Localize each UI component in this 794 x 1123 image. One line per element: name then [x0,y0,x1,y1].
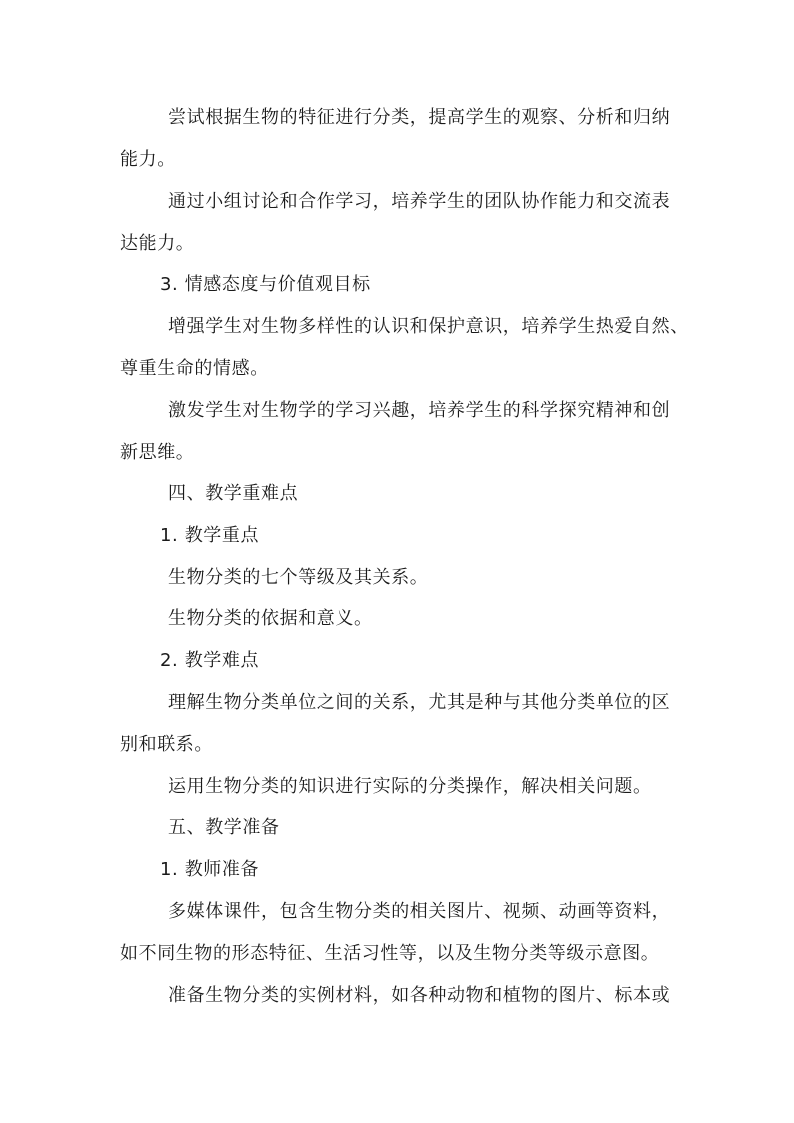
paragraph-1-line-1: 尝试根据生物的特征进行分类，提高学生的观察、分析和归纳 [168,107,671,128]
heading-key-difficulties: 四、教学重难点 [168,483,299,504]
paragraph-4-line-2: 新思维。 [120,442,195,463]
paragraph-8-line-1: 运用生物分类的知识进行实际的分类操作，解决相关问题。 [168,776,652,797]
paragraph-2-line-1: 通过小组讨论和合作学习，培养学生的团队协作能力和交流表 [168,191,671,212]
paragraph-3-line-1: 增强学生对生物多样性的认识和保护意识，培养学生热爱自然、 [168,316,689,337]
paragraph-7-line-1: 理解生物分类单位之间的关系，尤其是种与其他分类单位的区 [168,692,671,713]
paragraph-3-line-2: 尊重生命的情感。 [120,358,269,379]
paragraph-9-line-1: 多媒体课件，包含生物分类的相关图片、视频、动画等资料， [168,901,671,922]
heading-emotional-goals: 3. 情感态度与价值观目标 [160,274,371,295]
paragraph-9-line-2: 如不同生物的形态特征、生活习性等，以及生物分类等级示意图。 [120,943,660,964]
heading-teacher-preparation: 1. 教师准备 [160,859,260,880]
heading-preparation: 五、教学准备 [168,817,280,838]
paragraph-5-line-1: 生物分类的七个等级及其关系。 [168,567,429,588]
paragraph-6-line-1: 生物分类的依据和意义。 [168,608,373,629]
paragraph-7-line-2: 别和联系。 [120,734,213,755]
paragraph-4-line-1: 激发学生对生物学的学习兴趣，培养学生的科学探究精神和创 [168,400,671,421]
heading-key-points: 1. 教学重点 [160,525,260,546]
paragraph-1-line-2: 能力。 [120,149,176,170]
paragraph-10-line-1: 准备生物分类的实例材料，如各种动物和植物的图片、标本或 [168,985,671,1006]
heading-difficulties: 2. 教学难点 [160,650,260,671]
paragraph-2-line-2: 达能力。 [120,233,195,254]
